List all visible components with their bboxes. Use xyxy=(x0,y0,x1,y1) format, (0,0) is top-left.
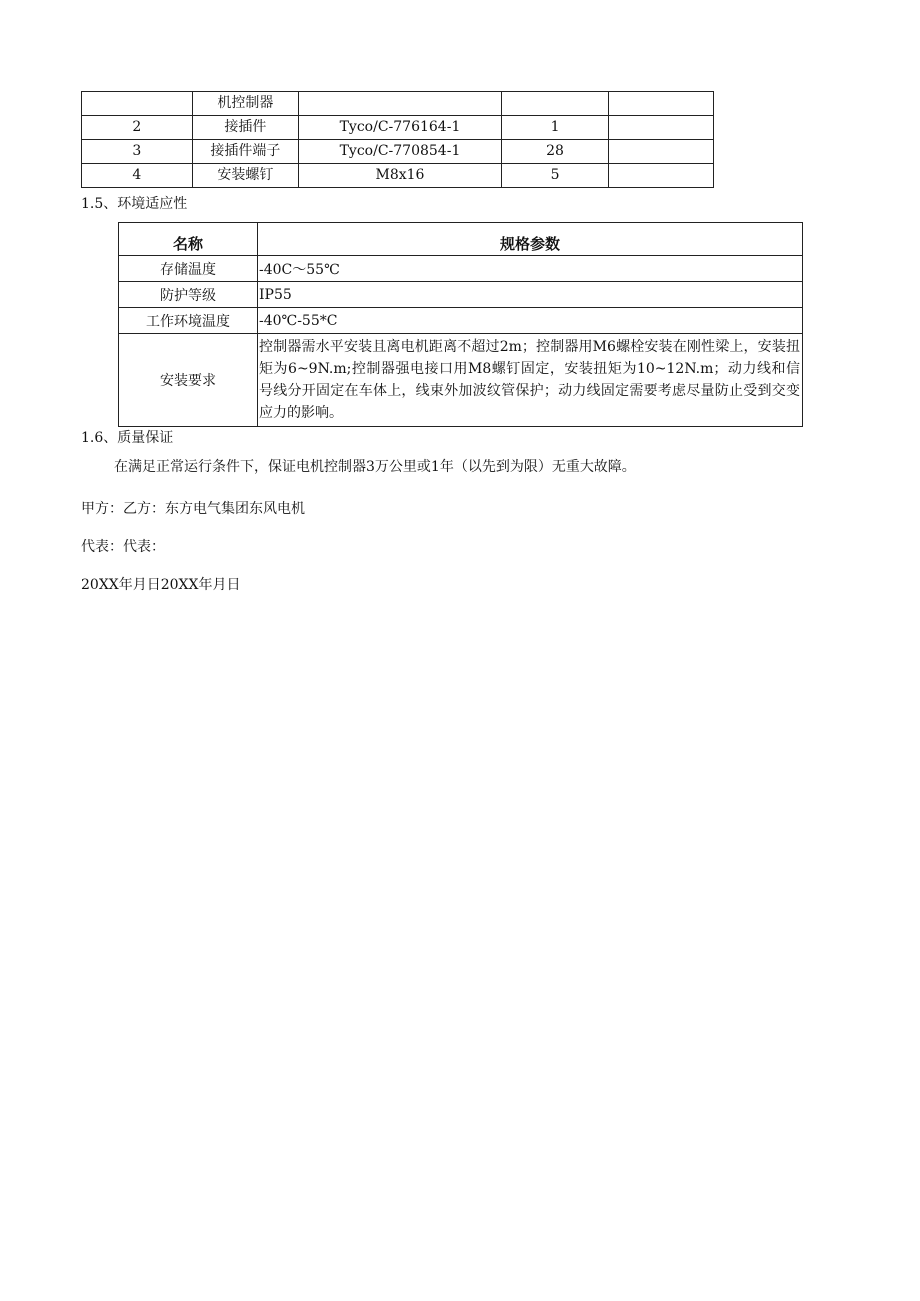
table-cell: Tyco/C-770854-1 xyxy=(299,140,501,164)
table-header-row xyxy=(119,223,803,256)
table-cell xyxy=(82,92,193,116)
quality-paragraph: 在满足正常运行条件下，保证电机控制器3万公里或1年（以先到为限）无重大故障。 xyxy=(114,459,636,475)
table-cell: 安装螺钉 xyxy=(192,164,299,188)
table-cell: M8x16 xyxy=(299,164,501,188)
table-cell xyxy=(299,92,501,116)
column-header-spec: 规格参数 xyxy=(258,223,803,256)
table-cell: 机控制器 xyxy=(192,92,299,116)
table-cell-value: -40℃-55*C xyxy=(258,308,803,334)
table-cell xyxy=(609,116,714,140)
section-heading-environment: 1.5、环境适应性 xyxy=(81,196,188,212)
table-cell: Tyco/C-776164-1 xyxy=(299,116,501,140)
signature-representatives: 代表：代表： xyxy=(81,539,165,555)
table-cell xyxy=(501,92,609,116)
table-cell: 5 xyxy=(501,164,609,188)
table-row xyxy=(82,92,714,116)
environment-table xyxy=(118,222,803,427)
section-heading-quality: 1.6、质量保证 xyxy=(81,430,174,446)
table-cell-name: 工作环境温度 xyxy=(119,308,258,334)
table-cell-value: 控制器需水平安装且离电机距离不超过2m；控制器用M6螺栓安装在刚性梁上，安装扭矩为6~9N.m;控制器强电接口用M8螺钉固定，安装扭矩为10~12N.m；动力线和信号线分开固定在车体上，线束外加波纹管保护；动力线固定需要考虑尽量防止受到交变应力的影响。 xyxy=(258,334,803,427)
column-header-name: 名称 xyxy=(119,223,258,256)
signature-dates: 20XX年月日20XX年月日 xyxy=(81,577,241,593)
table-cell: 4 xyxy=(82,164,193,188)
table-cell-name: 存储温度 xyxy=(119,256,258,282)
table-row xyxy=(82,164,714,188)
table-cell xyxy=(609,140,714,164)
table-cell xyxy=(609,92,714,116)
table-cell: 1 xyxy=(501,116,609,140)
table-cell-value: IP55 xyxy=(258,282,803,308)
table-cell: 28 xyxy=(501,140,609,164)
table-row xyxy=(119,282,803,308)
signature-parties: 甲方：乙方：东方电气集团东风电机 xyxy=(81,501,305,517)
table-row xyxy=(82,140,714,164)
table-cell-name: 安装要求 xyxy=(119,334,258,427)
table-cell-value: -40C～55℃ xyxy=(258,256,803,282)
table-cell-name: 防护等级 xyxy=(119,282,258,308)
table-cell xyxy=(609,164,714,188)
table-row xyxy=(82,116,714,140)
table-cell: 2 xyxy=(82,116,193,140)
table-cell: 接插件 xyxy=(192,116,299,140)
table-cell: 3 xyxy=(82,140,193,164)
table-row xyxy=(119,256,803,282)
table-cell: 接插件端子 xyxy=(192,140,299,164)
table-row xyxy=(119,334,803,427)
parts-table xyxy=(81,91,714,188)
table-row xyxy=(119,308,803,334)
